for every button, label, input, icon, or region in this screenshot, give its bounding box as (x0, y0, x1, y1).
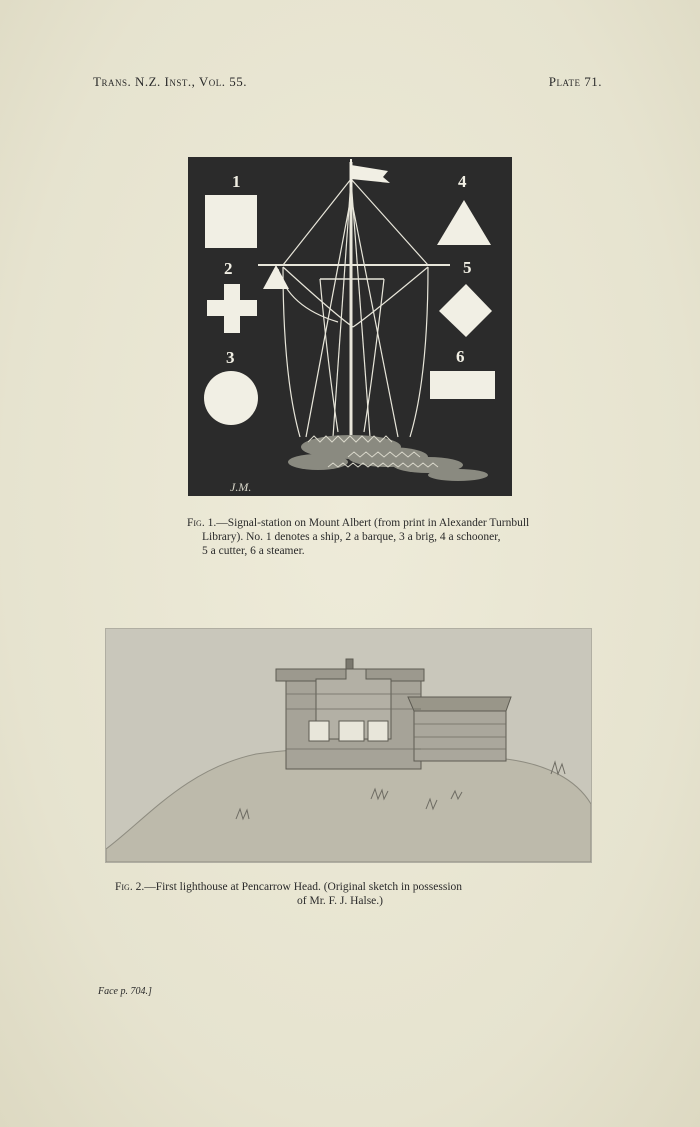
signal-number-2: 2 (224, 259, 233, 278)
figure-1-caption-line-3: 5 a cutter, 6 a steamer. (202, 545, 305, 557)
signal-number-1: 1 (232, 172, 241, 191)
figure-1-caption-line-2: Library). No. 1 denotes a ship, 2 a barque, 3 a brig, 4 a schooner, (202, 531, 501, 543)
signal-number-3: 3 (226, 348, 235, 367)
signal-number-5: 5 (463, 258, 472, 277)
plate-number: Plate 71. (548, 74, 602, 89)
figure-1-signal-station (188, 157, 512, 496)
figure-2-lighthouse-sketch (105, 628, 592, 863)
facing-page-note: Face p. 704.] (98, 986, 152, 997)
signal-number-4: 4 (458, 172, 467, 191)
figure-2-caption-line-2: of Mr. F. J. Halse.) (297, 895, 383, 907)
lighthouse-illustration (106, 629, 591, 862)
signal-circle-brig (204, 371, 258, 425)
signal-station-illustration (188, 157, 512, 496)
figure-1-label: Fig. 1. (187, 517, 217, 529)
figure-1-caption-line-1: Fig. 1.—Signal-station on Mount Albert (from print in Alexander Turnbull (187, 517, 530, 529)
figure-2-caption-line-1: Fig. 2.—First lighthouse at Pencarrow Head. (Original sketch in possession (115, 881, 463, 893)
journal-header: Trans. N.Z. Inst., Vol. 55. (93, 74, 248, 89)
signal-rectangle-steamer (430, 371, 495, 399)
signal-number-6: 6 (456, 347, 465, 366)
signal-square-ship (205, 195, 257, 248)
figure-2-caption (115, 880, 595, 908)
figure-2-label: Fig. 2. (115, 881, 145, 893)
figure-1-caption (187, 516, 587, 558)
artist-monogram: J.M. (230, 480, 252, 494)
